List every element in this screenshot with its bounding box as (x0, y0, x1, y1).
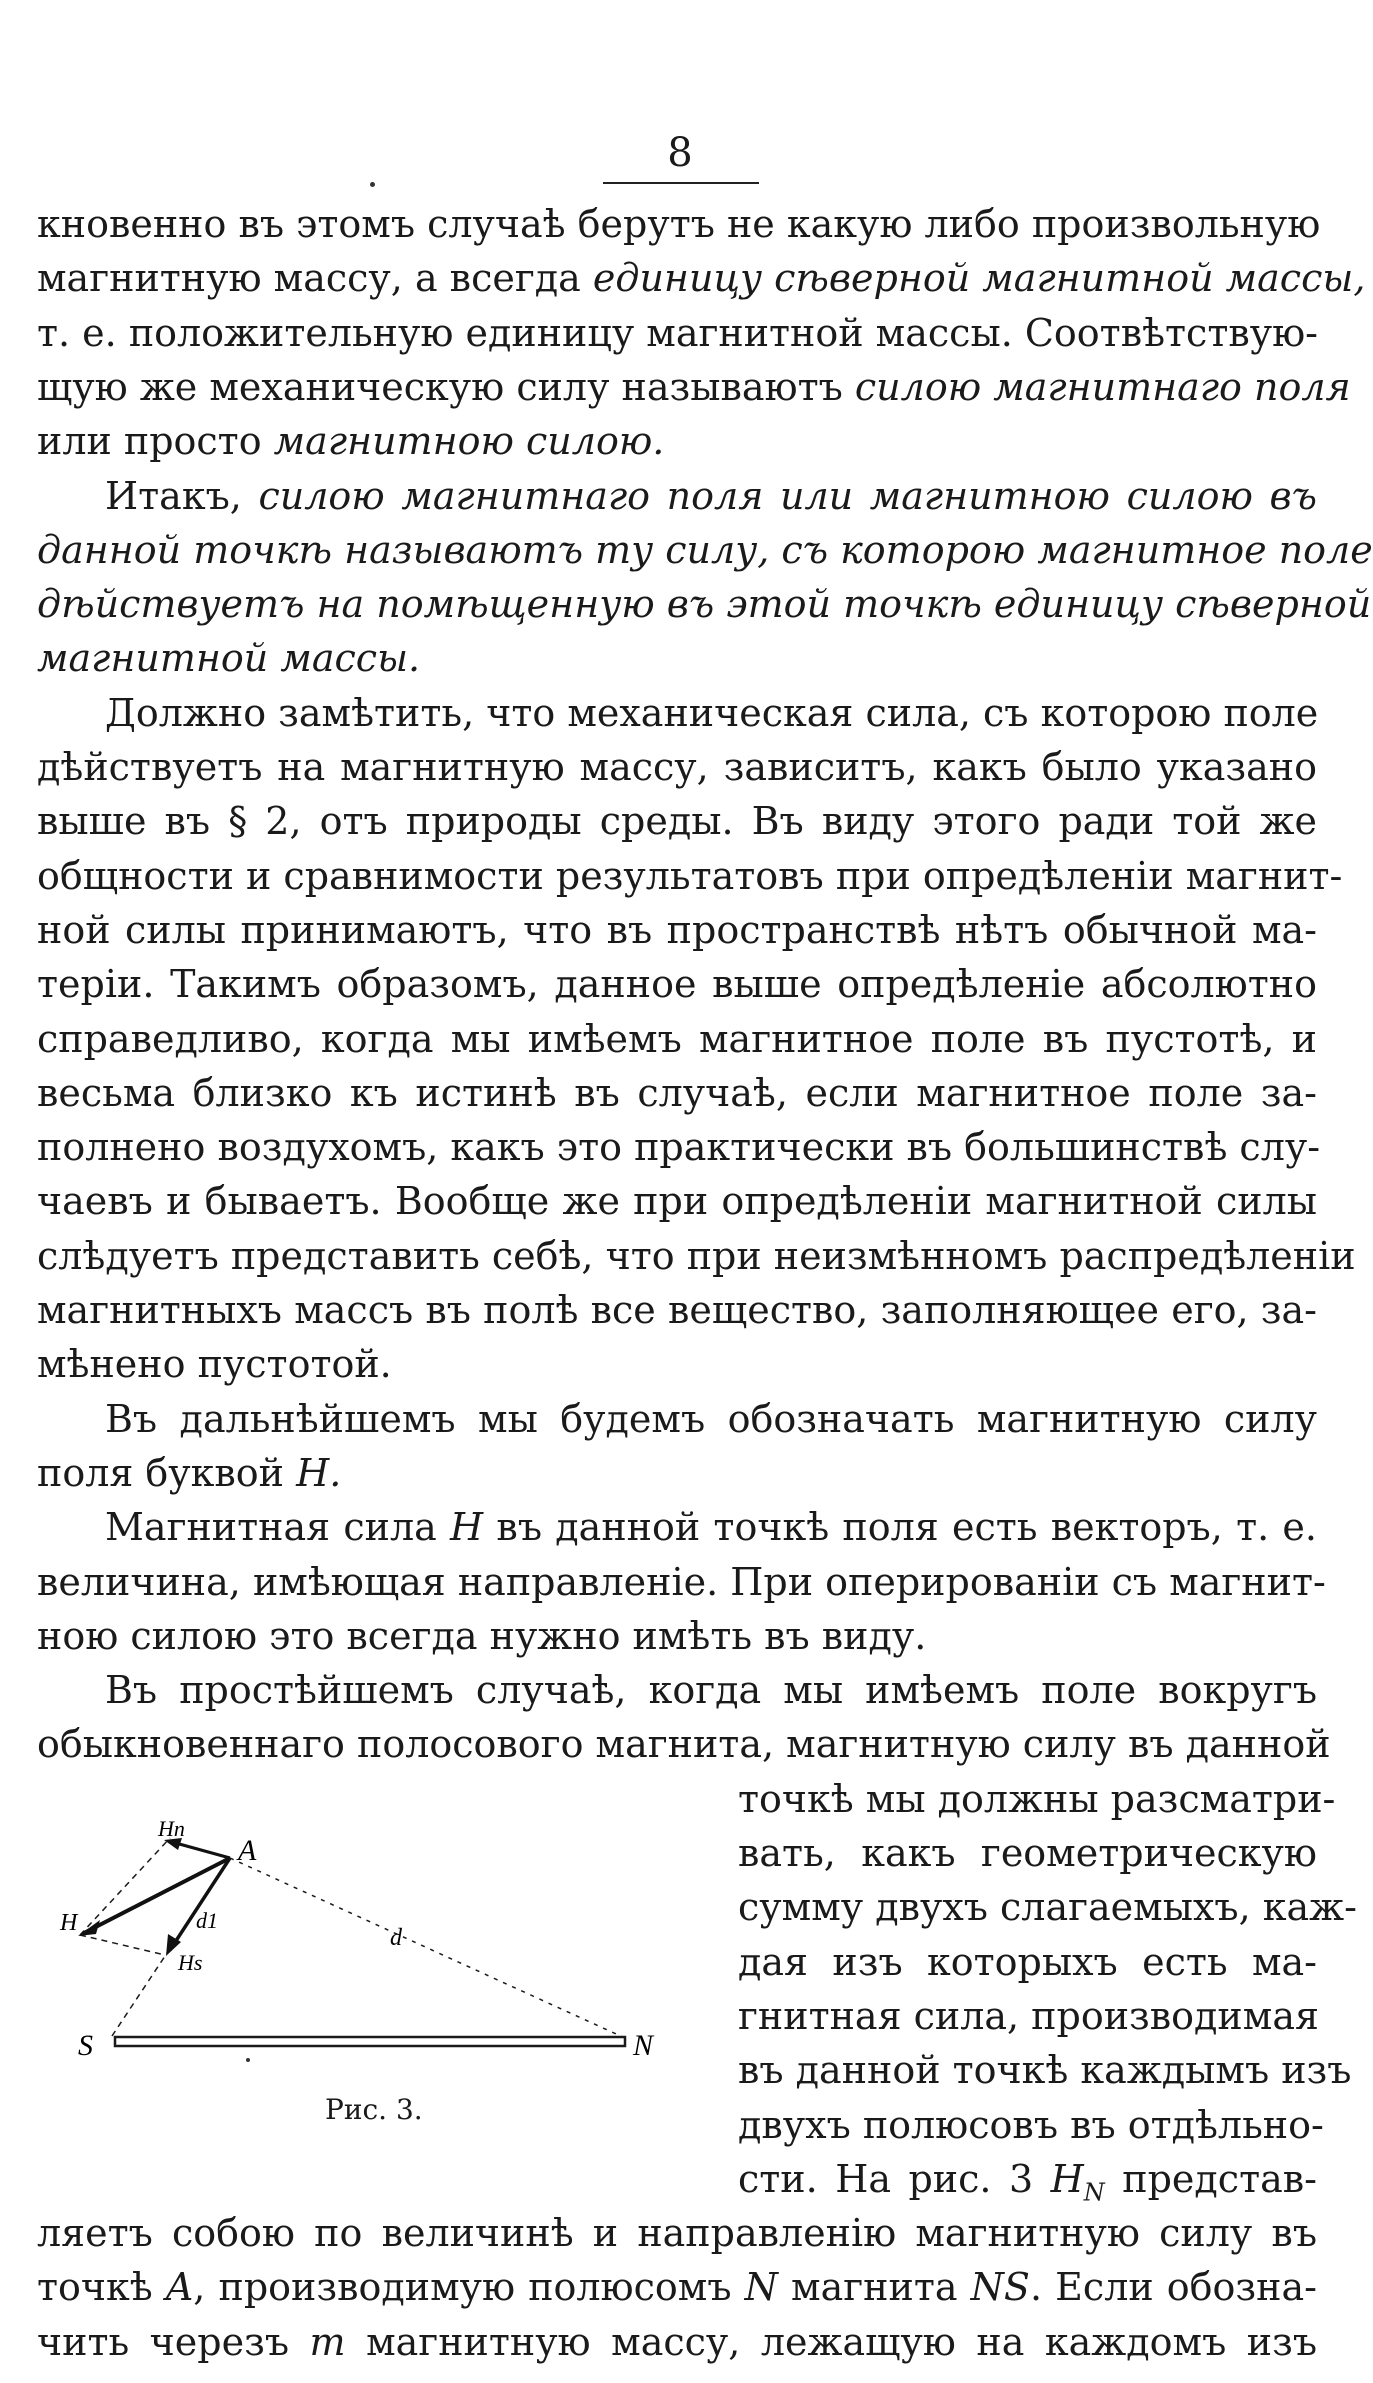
text-line (37, 1284, 1317, 1336)
text-line (37, 632, 1317, 684)
text-span: гнитная сила, производимая (738, 1994, 1319, 2038)
text-span: ною силою это всегда нужно имѣть въ виду. (37, 1614, 927, 1658)
text-span: Итакъ, (105, 474, 259, 518)
text-line (37, 795, 1317, 847)
text-line (37, 1718, 1331, 1770)
text-span: величина, имѣющая направленіе. При оперированіи съ магнит- (37, 1560, 1326, 1604)
text-line (738, 1990, 1317, 2042)
text-span: магнита (777, 2265, 971, 2309)
text-line (37, 361, 1351, 413)
text-line (37, 307, 1317, 359)
italic-span: данной точкѣ называютъ ту силу, съ которою магнитное поле (37, 528, 1373, 572)
text-span: справедливо, когда мы имѣемъ магнитное поле въ пустотѣ, и (37, 1017, 1317, 1061)
text-line (738, 1936, 1317, 1988)
text-line (37, 578, 1372, 630)
italic-span: NS (970, 2265, 1030, 2309)
text-line (37, 2207, 1317, 2259)
label-hn: Hn (158, 1816, 185, 1841)
text-span: обыкновеннаго полосового магнита, магнитную силу въ данной (37, 1722, 1331, 1766)
text-line (738, 2099, 1324, 2151)
text-span: или просто (37, 419, 274, 463)
text-line (37, 1556, 1326, 1608)
italic-span: единицу сѣверной магнитной массы, (592, 256, 1366, 300)
label-h: H (60, 1910, 78, 1936)
italic-span: H. (296, 1451, 342, 1495)
text-span: полнено воздухомъ, какъ это практически въ большинствѣ слу- (37, 1125, 1321, 1169)
text-span: магнитныхъ массъ въ полѣ все вещество, заполняющее его, за- (37, 1288, 1317, 1332)
text-span: Въ дальнѣйшемъ мы будемъ обозначать магнитную силу (105, 1397, 1317, 1441)
italic-span: силою магнитнаго поля (854, 365, 1351, 409)
text-span: магнитную массу, а всегда (37, 256, 593, 300)
text-line (37, 415, 1317, 467)
page-number: 8 (667, 130, 693, 176)
text-line (37, 1393, 1317, 1445)
text-span: щую же механическую силу называютъ (37, 365, 855, 409)
text-line (37, 958, 1317, 1010)
text-span: въ данной точкѣ каждымъ изъ (738, 2048, 1352, 2092)
text-span: весьма близко къ истинѣ въ случаѣ, если магнитное поле за- (37, 1071, 1317, 1115)
italic-span: магнитною силою. (273, 419, 665, 463)
italic-span: H (450, 1505, 484, 1549)
figure-3-diagram (60, 1816, 700, 2130)
text-line (37, 1230, 1356, 1282)
text-span: . Если обозна- (1029, 2265, 1317, 2309)
text-span: мѣнено пустотой. (37, 1342, 392, 1386)
text-line (37, 1447, 1317, 1499)
text-span: магнитную массу, лежащую на каждомъ изъ (345, 2320, 1317, 2364)
page-number-rule (603, 182, 759, 184)
text-line (37, 252, 1366, 304)
label-hs: Hs (178, 1950, 203, 1975)
text-span: сумму двухъ слагаемыхъ, каж- (738, 1885, 1357, 1929)
text-span: дѣйствуетъ на магнитную массу, зависитъ, какъ было указано (37, 745, 1317, 789)
text-line (738, 1827, 1317, 1879)
text-span: въ данной точкѣ поля есть векторъ, т. е. (483, 1505, 1317, 1549)
text-span: кновенно въ этомъ случаѣ берутъ не какую либо произвольную (37, 202, 1321, 246)
text-line (37, 1121, 1321, 1173)
magnet-bar (115, 2037, 625, 2046)
text-line (738, 1773, 1336, 1825)
text-span: дая изъ которыхъ есть ма- (738, 1940, 1317, 1984)
italic-span: H (1050, 2157, 1084, 2201)
text-span: общности и сравнимости результатовъ при опредѣленіи магнит- (37, 854, 1343, 898)
label-point-a: A (238, 1834, 257, 1867)
text-span: поля буквой (37, 1451, 297, 1495)
text-line (37, 470, 1317, 522)
text-span: точкѣ мы должны разсматри- (738, 1777, 1336, 1821)
italic-span: N (744, 2265, 778, 2309)
text-span: сти. На рис. 3 (738, 2157, 1051, 2201)
label-d1: d1 (196, 1908, 218, 1933)
text-line (37, 1501, 1317, 1553)
text-span: т. е. положительную единицу магнитной массы. Соотвѣтствую- (37, 311, 1319, 355)
text-line (37, 1664, 1317, 1716)
text-line (37, 1175, 1317, 1227)
text-line (37, 1338, 1317, 1390)
text-line (37, 687, 1317, 739)
text-span: Магнитная сила (105, 1505, 451, 1549)
text-span: представ- (1104, 2157, 1317, 2201)
text-span: теріи. Такимъ образомъ, данное выше опредѣленіе абсолютно (37, 962, 1317, 1006)
italic-span: силою магнитнаго поля или магнитною силою въ (258, 474, 1317, 518)
text-span: точкѣ (37, 2265, 166, 2309)
text-span: слѣдуетъ представить себѣ, что при неизмѣнномъ распредѣленіи (37, 1234, 1356, 1278)
figure-caption: Рис. 3. (325, 2093, 423, 2126)
vector-hn (172, 1842, 230, 1858)
text-line (37, 1013, 1317, 1065)
text-line (738, 2044, 1352, 2096)
label-pole-s: S (78, 2029, 93, 2062)
text-line (37, 904, 1317, 956)
text-span: выше въ § 2, отъ природы среды. Въ виду этого ради той же (37, 799, 1317, 843)
text-span: Въ простѣйшемъ случаѣ, когда мы имѣемъ поле вокругъ (105, 1668, 1317, 1712)
text-span: двухъ полюсовъ въ отдѣльно- (738, 2103, 1324, 2147)
text-line (37, 524, 1373, 576)
text-line (37, 1067, 1317, 1119)
text-span: чить черезъ (37, 2320, 310, 2364)
line-a-to-n (230, 1858, 625, 2038)
italic-span: A (165, 2265, 194, 2309)
italic-span: магнитной массы. (37, 636, 421, 680)
text-span: , производимую полюсомъ (193, 2265, 745, 2309)
italic-span: N (1083, 2178, 1105, 2207)
text-span: вать, какъ геометрическую (738, 1831, 1317, 1875)
italic-span: дѣйствуетъ на помѣщенную въ этой точкѣ единицу сѣверной (37, 582, 1372, 626)
text-line (37, 741, 1317, 793)
text-line (37, 850, 1343, 902)
text-span: ной силы принимаютъ, что въ пространствѣ нѣтъ обычной ма- (37, 908, 1317, 952)
text-span: Должно замѣтить, что механическая сила, съ которою поле (105, 691, 1319, 735)
text-line (37, 2261, 1317, 2313)
text-line (37, 2316, 1317, 2368)
text-span: чаевъ и бываетъ. Вообще же при опредѣленіи магнитной силы (37, 1179, 1317, 1223)
speck (246, 2058, 250, 2062)
text-line (37, 1610, 1317, 1662)
parallelogram-side-2 (80, 1935, 165, 1955)
text-line (738, 1881, 1357, 1933)
label-d: d (390, 1925, 402, 1951)
parallelogram-side-1 (80, 1838, 170, 1935)
italic-span: m (309, 2320, 346, 2364)
label-pole-n: N (633, 2029, 654, 2062)
text-span: ляетъ собою по величинѣ и направленію магнитную силу въ (37, 2211, 1317, 2255)
text-line (37, 198, 1321, 250)
speck (370, 182, 375, 187)
